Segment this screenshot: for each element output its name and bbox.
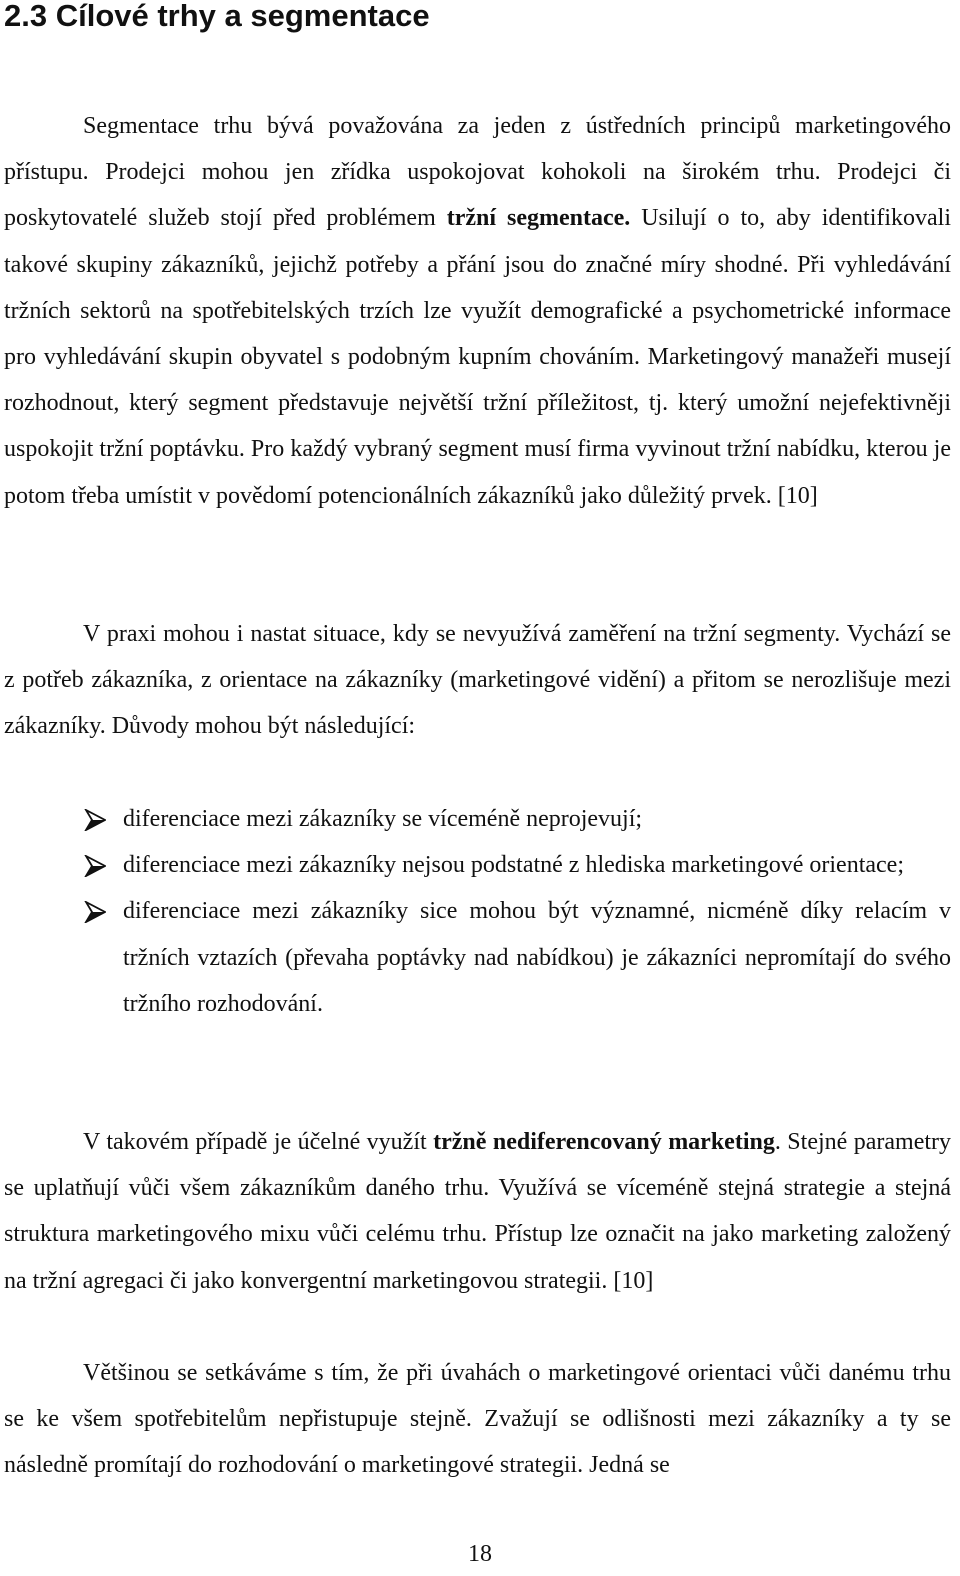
arrowhead-bullet-icon (84, 855, 106, 877)
paragraph-3-text-a: V takovém případě je účelné využít (83, 1129, 434, 1155)
paragraph-1-text-b: Usilují o to, aby identifikovali takové skupiny zákazníků, jejichž potřeby a přání jsou do značné míry shodné. Při vyhledávání tržních sektorů na spotřebitelských trzích lze využít demografické a psychometrické informace pro vyhledávání skupin obyvatel s podobným kupním chováním. Marketingový manažeři musejí rozhodnout, který segment představuje největší tržní příležitost, tj. který umožní nejefektivněji uspokojit tržní poptávku. Pro každý vybraný segment musí firma vyvinout tržní nabídku, kterou je potom třeba umístit v povědomí potencionálních zákazníků jako důležitý prvek. [10] (4, 205, 952, 509)
list-item (84, 796, 951, 842)
paragraph-orientation: Většinou se setkáváme s tím, že při úvahách o marketingové orientaci vůči danému trhu se ke všem spotřebitelům nepřistupuje stejně. Zvažují se odlišnosti mezi zákazníky a ty se následně promítají do rozhodování o marketingové strategii. Jedná se (4, 1360, 951, 1479)
section-heading: 2.3 Cílové trhy a segmentace (4, 0, 430, 33)
list-item-text: diferenciace mezi zákazníky nejsou podstatné z hlediska marketingové orientace; (123, 852, 904, 879)
paragraph-1-bold-term: tržní segmentace. (446, 205, 631, 232)
arrowhead-bullet-icon (84, 809, 106, 831)
arrowhead-bullet-icon (84, 901, 106, 923)
paragraph-1-text-a: Segmentace trhu bývá považována za jeden z ústředních principů marketingového přístupu. Prodejci mohou jen zřídka uspokojovat kohokoli na širokém trhu. Prodejci či poskytovatelé služeb stojí před problémem (4, 113, 951, 232)
list-item (84, 842, 951, 888)
list-item-text: diferenciace mezi zákazníky sice mohou být významné, nicméně díky relacím v tržních vztazích (převaha poptávky nad nabídkou) je zákazníci nepromítají do svého tržního rozhodování. (123, 898, 951, 1017)
paragraph-3-bold-term: tržně nediferencovaný marketing (433, 1129, 775, 1155)
list-item (84, 888, 951, 1027)
paragraph-practice: V praxi mohou i nastat situace, kdy se nevyužívá zaměření na tržní segmenty. Vychází se z potřeb zákazníka, z orientace na zákazníky (marketingové vidění) a přitom se nerozlišuje mezi zákazníky. Důvody mohou být následující: (4, 621, 951, 740)
paragraph-segmentation (4, 103, 951, 519)
list-item-text: diferenciace mezi zákazníky se víceméně neprojevují; (123, 806, 643, 832)
paragraph-3-text-b: . Stejné parametry se uplatňují vůči všem zákazníkům daného trhu. Využívá se víceméně stejná strategie a stejná struktura marketingového mixu vůči celému trhu. Přístup lze označit na jako marketing založený na tržní agregaci či jako konvergentní marketingovou strategii. [10] (4, 1129, 952, 1294)
paragraph-undifferentiated-marketing (4, 1119, 951, 1304)
reasons-list (84, 796, 951, 1027)
page-number: 18 (468, 1541, 492, 1567)
